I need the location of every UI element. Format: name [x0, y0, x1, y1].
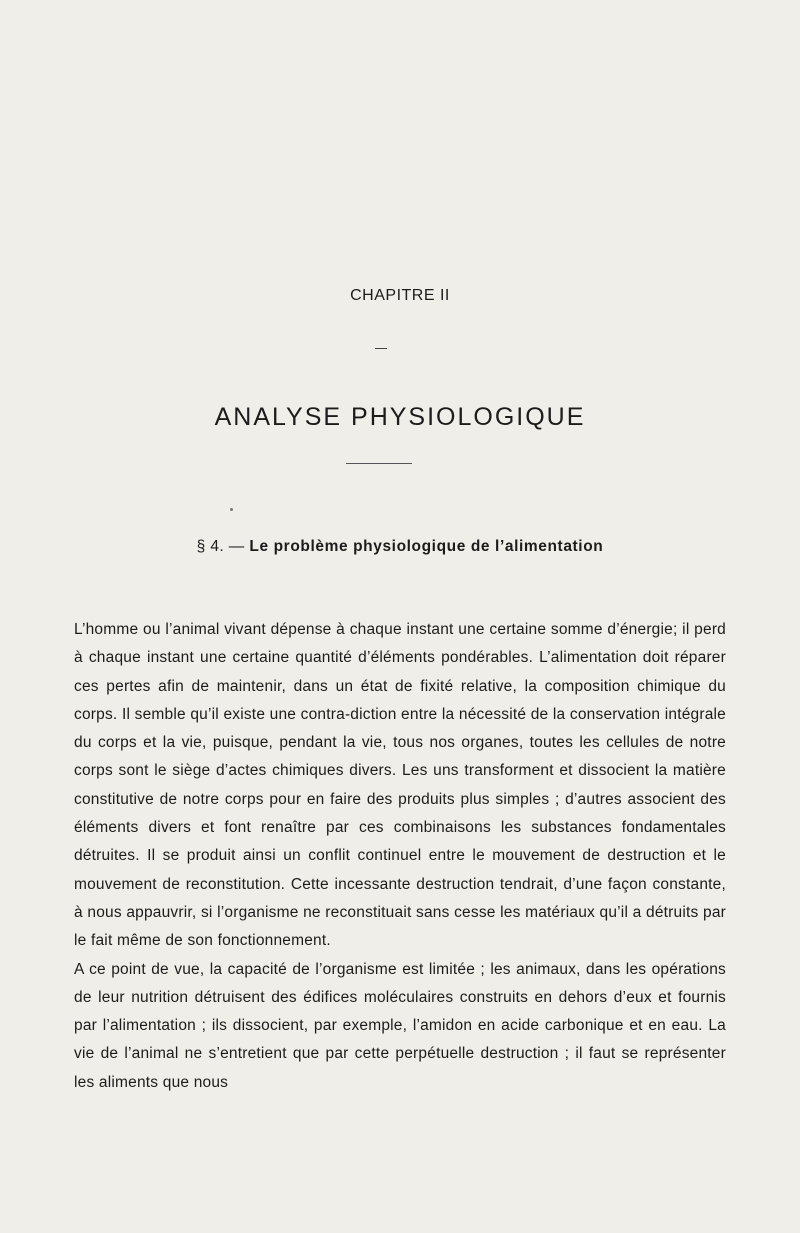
paragraph-2: A ce point de vue, la capacité de l’organisme est limitée ; les animaux, dans les opérations de leur nutrition détruisent des édifices moléculaires construits en dehors d’eux et fournis par l’alimentation ; ils dissocient, par exemple, l’amidon en acide carbonique et en eau. La vie de l’animal ne s’entretient que par cette perpétuelle destruction ; il faut se représenter les aliments que nous	[74, 960, 726, 1091]
section-title: Le problème physiologique de l’alimentation	[249, 538, 604, 555]
paper-speck	[230, 508, 233, 511]
paragraph-1: L’homme ou l’animal vivant dépense à chaque instant une certaine somme d’énergie; il perd à chaque instant une certaine quantité d’éléments pondérables. L’alimentation doit réparer ces pertes afin de maintenir, dans un état de fixité relative, la composition chimique du corps. Il semble qu’il existe une contra-diction entre la nécessité de la conservation intégrale du corps et la vie, puisque, pendant la vie, tous nos organes, toutes les cellules de notre corps sont le siège d’actes chimiques divers. Les uns transforment et dissocient la matière constitutive de notre corps pour en faire des produits plus simples ; d’autres associent des éléments divers et font renaître par ces combinaisons les substances fondamentales détruites. Il se produit ainsi un conflit continuel entre le mouvement de destruction et le mouvement de reconstitution. Cette incessante destruction tendrait, d’une façon constante, à nous appauvrir, si l’organisme ne reconstituait sans cesse les matériaux qu’il a détruits par le fait même de son fonctionnement.	[74, 621, 726, 950]
chapter-label: CHAPITRE II	[350, 287, 450, 304]
body-text	[74, 616, 726, 1097]
title-rule	[346, 463, 412, 464]
section-number: § 4. —	[196, 538, 245, 555]
chapter-dash	[375, 348, 387, 349]
section-heading	[0, 538, 800, 556]
chapter-title: ANALYSE PHYSIOLOGIQUE	[214, 402, 586, 431]
